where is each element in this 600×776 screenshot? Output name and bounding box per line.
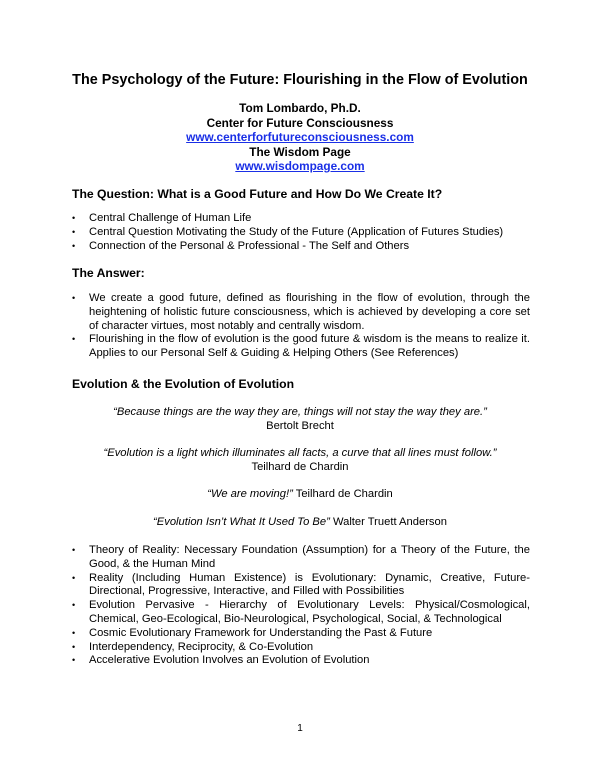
- author-block: [0, 101, 600, 174]
- list-item: • Cosmic Evolutionary Framework for Understanding the Past & Future: [72, 627, 530, 641]
- question-bullet-list: [72, 212, 530, 253]
- section-heading-evolution: Evolution & the Evolution of Evolution: [72, 377, 295, 391]
- quote-teilhard-1: [0, 446, 600, 474]
- page-number: 1: [297, 723, 303, 734]
- document-title: The Psychology of the Future: Flourishing in the Flow of Evolution: [72, 72, 528, 88]
- quote-text: “Evolution Isn’t What It Used To Be”: [153, 516, 330, 528]
- quote-text: “Because things are the way they are, things will not stay the way they are.”: [113, 406, 487, 418]
- list-item: • Theory of Reality: Necessary Foundation (Assumption) for a Theory of the Future, the Good, & the Human Mind: [72, 544, 530, 572]
- list-item: • Evolution Pervasive - Hierarchy of Evolutionary Levels: Physical/Cosmological, Chemical, Geo-Ecological, Bio-Neurological, Psychological, Social, & Technological: [72, 599, 530, 627]
- list-item: • Reality (Including Human Existence) is Evolutionary: Dynamic, Creative, Future-Directional, Progressive, Interactive, and Filled with Possibilities: [72, 572, 530, 600]
- list-item: • Flourishing in the flow of evolution is the good future & wisdom is the means to realize it. Applies to our Personal Self & Guiding & Helping Others (See References): [72, 333, 530, 361]
- quote-brecht: [0, 405, 600, 433]
- list-item: • Interdependency, Reciprocity, & Co-Evolution: [72, 641, 530, 655]
- quote-author: Bertolt Brecht: [266, 420, 334, 432]
- website-link-center[interactable]: www.centerforfutureconsciousness.com: [186, 130, 414, 144]
- quote-text: “Evolution is a light which illuminates all facts, a curve that all lines must follow.”: [103, 447, 497, 459]
- quote-author: Teilhard de Chardin: [251, 461, 349, 473]
- section-heading-question: The Question: What is a Good Future and How Do We Create It?: [72, 187, 443, 201]
- quote-author: Walter Truett Anderson: [332, 516, 447, 528]
- answer-bullet-list: [72, 292, 530, 361]
- author-affiliation: Center for Future Consciousness: [206, 115, 394, 130]
- list-item: • Connection of the Personal & Professional - The Self and Others: [72, 240, 530, 254]
- list-item: • Accelerative Evolution Involves an Evolution of Evolution: [72, 654, 530, 668]
- quote-author: Teilhard de Chardin: [295, 488, 393, 500]
- list-item: • Central Question Motivating the Study of the Future (Application of Futures Studies): [72, 226, 530, 240]
- author-name: Tom Lombardo, Ph.D.: [239, 101, 361, 115]
- quote-anderson: [0, 515, 600, 529]
- list-item: • We create a good future, defined as flourishing in the flow of evolution, through the heightening of holistic future consciousness, which is achieved by developing a core set of character virtues, most notably and centrally wisdom.: [72, 292, 530, 333]
- quote-text: “We are moving!”: [207, 488, 293, 500]
- website-link-wisdompage[interactable]: www.wisdompage.com: [235, 159, 365, 173]
- quote-teilhard-2: [0, 487, 600, 501]
- list-item: • Central Challenge of Human Life: [72, 212, 530, 226]
- section-heading-answer: The Answer:: [72, 266, 145, 280]
- evolution-bullet-list: [72, 544, 530, 668]
- publication-name: The Wisdom Page: [249, 144, 351, 159]
